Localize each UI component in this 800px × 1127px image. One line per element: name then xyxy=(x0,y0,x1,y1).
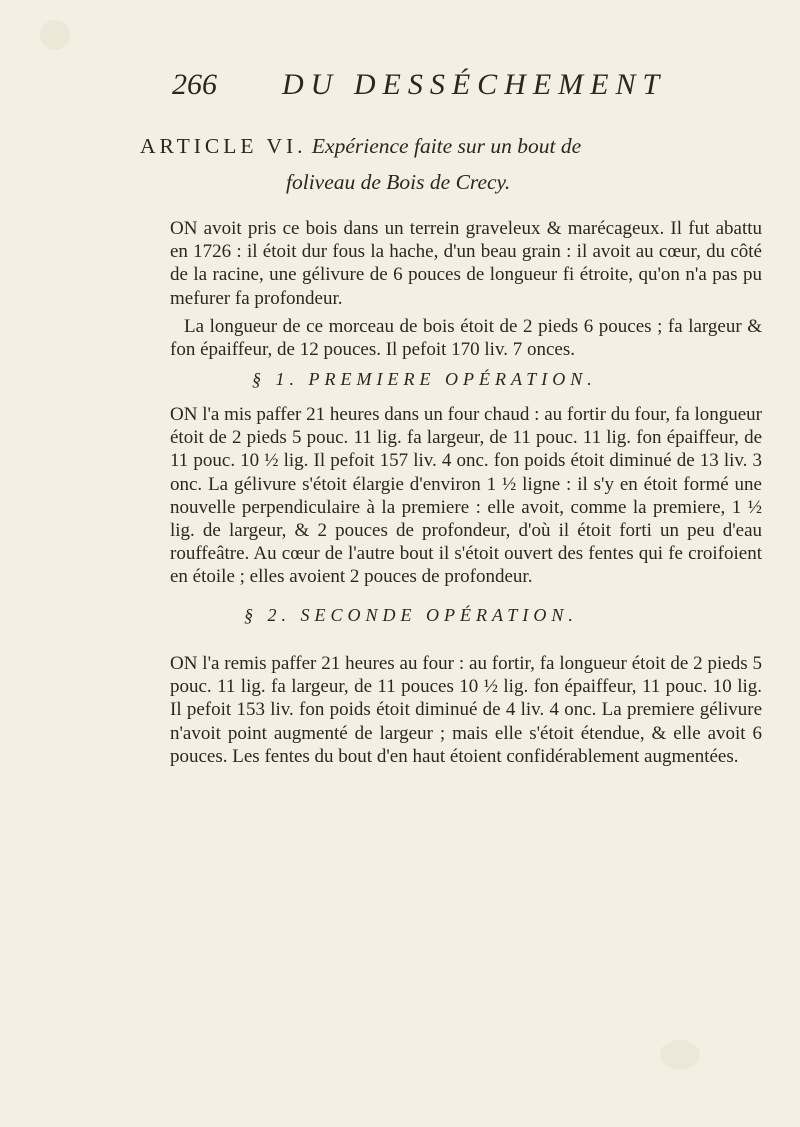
intro-text-2: La longueur de ce morceau de bois étoit de 2 pieds 6 pouces ; fa largeur & fon épaiffeur, de 12 pouces. Il pefoit 170 liv. 7 onces. xyxy=(170,316,762,361)
article-label: ARTICLE VI. xyxy=(140,134,307,158)
article-title-line2: foliveau de Bois de Crecy. xyxy=(286,170,511,194)
section1-text: ON l'a mis paffer 21 heures dans un four chaud : au fortir du four, fa longueur étoit de 2 pieds 5 pouc. 11 lig. fa largeur, de 11 pouc. 11 lig. fon épaiffeur, de 11 pouc. 10 ½ lig. Il pefoit 157 liv. 4 onc. fon poids étoit diminué de 13 liv. 3 onc. La gélivure s'étoit élargie d'environ 1 ½ ligne : il s'y en étoit formé une nouvelle perpendiculaire à la premiere : elle avoit, comme la premiere, 1 ½ lig. de largeur, & 2 pouces de profondeur, d'où il étoit forti un peu d'eau rouffeâtre. Au cœur de l'autre bout il s'étoit ouvert des fentes qui fe croifoient en étoile ; elles avoient 2 pouces de profondeur. xyxy=(170,404,762,588)
section-heading-1: § 1. PREMIERE OPÉRATION. xyxy=(252,369,597,389)
page-stain xyxy=(660,1040,700,1070)
article-heading xyxy=(140,128,790,200)
intro-text: ON avoit pris ce bois dans un terrein graveleux & marécageux. Il fut abattu en 1726 : il étoit dur fous la hache, d'un beau grain : il avoit au cœur, du côté de la racine, une gélivure de 6 pouces de longueur fi étroite, qu'on n'a pas pu mefurer fa profondeur. xyxy=(170,218,762,309)
intro-paragraph xyxy=(170,217,762,310)
intro-paragraph-2 xyxy=(170,315,762,361)
page-stain xyxy=(40,20,70,50)
page-header xyxy=(0,68,800,108)
section2-text: ON l'a remis paffer 21 heures au four : au fortir, fa longueur étoit de 2 pieds 5 pouc. 11 lig. fa largeur, de 11 pouces 10 ½ lig. fon épaiffeur, 11 pouc. 10 lig. Il pefoit 153 liv. fon poids étoit diminué de 4 liv. 4 onc. La premiere gélivure n'avoit point augmenté de largeur ; mais elle s'étoit étendue, & elle avoit 6 pouces. Les fentes du bout d'en haut étoient confidérablement augmentées. xyxy=(170,653,762,767)
section2-paragraph xyxy=(170,652,762,768)
section-heading-2: § 2. SECONDE OPÉRATION. xyxy=(244,605,578,625)
section1-paragraph xyxy=(170,403,762,589)
article-title-line1: Expérience faite sur un bout de xyxy=(311,134,582,158)
page-number: 266 xyxy=(172,68,217,101)
running-title: DU DESSÉCHEMENT xyxy=(282,68,667,101)
